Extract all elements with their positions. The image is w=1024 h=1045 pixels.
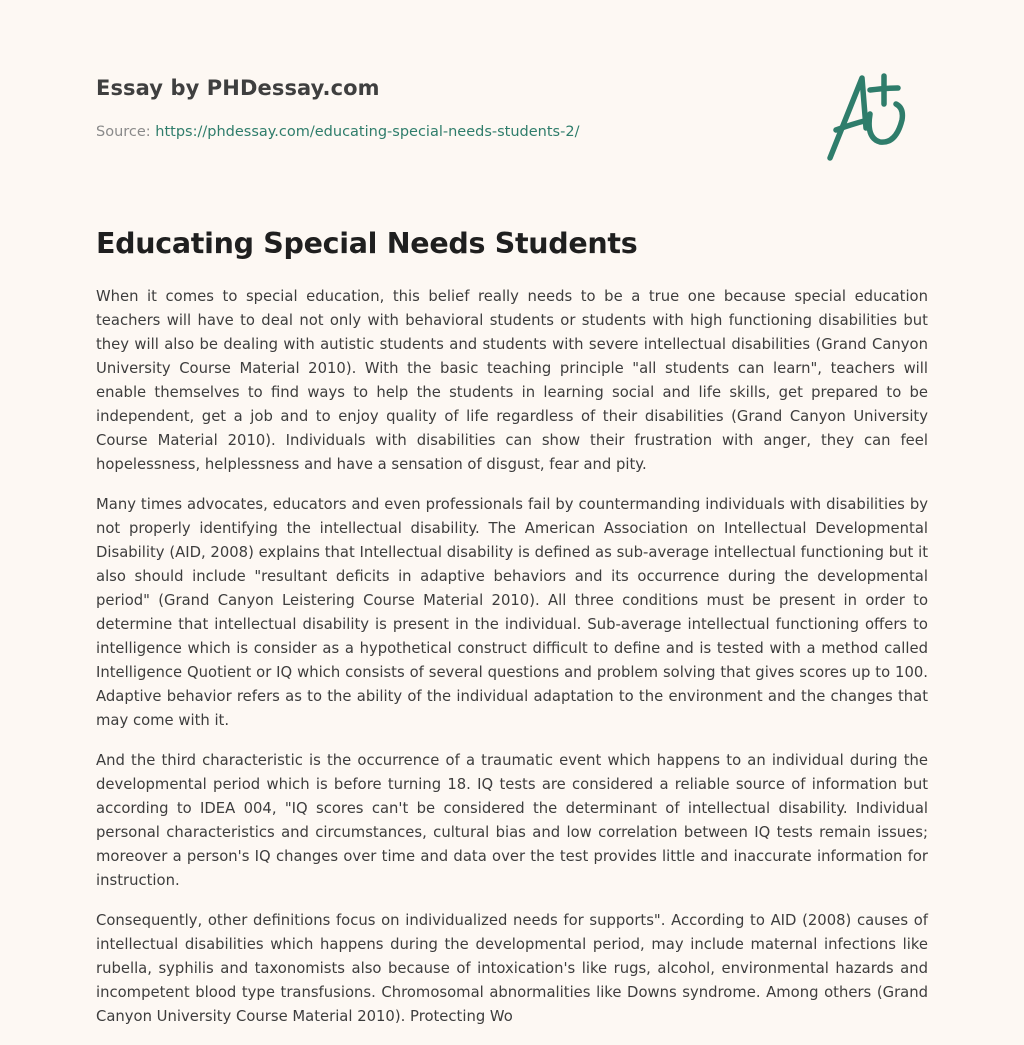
source-line — [96, 124, 579, 140]
essay-paragraph: When it comes to special education, this belief really needs to be a true one because special education teachers will have to deal not only with behavioral students or students with high functioning disabilities but they will also be dealing with autistic students and students with severe intellectual disabilities (Grand Canyon University Course Material 2010). With the basic teaching principle "all students can learn", teachers will enable themselves to find ways to help the students in learning social and life skills, get prepared to be independent, get a job and to enjoy quality of life regardless of their disabilities (Grand Canyon University Course Material 2010). Individuals with disabilities can show their frustration with anger, they can feel hopelessness, helplessness and have a sensation of disgust, fear and pity. — [96, 288, 928, 473]
essay-paragraph: And the third characteristic is the occurrence of a traumatic event which happens to an individual during the developmental period which is before turning 18. IQ tests are considered a reliable source of information but according to IDEA 004, "IQ scores can't be considered the determinant of intellectual disability. Individual personal characteristics and circumstances, cultural bias and low correlation between IQ tests remain issues; moreover a person's IQ changes over time and data over the test provides little and inaccurate information for instruction. — [96, 752, 928, 889]
site-title: Essay by PHDessay.com — [96, 76, 380, 100]
essay-body — [96, 285, 928, 1045]
essay-title: Educating Special Needs Students — [96, 227, 638, 260]
essay-paragraph: Consequently, other definitions focus on individualized needs for supports". According to AID (2008) causes of intellectual disabilities which happens during the developmental period, may include maternal infections like rubella, syphilis and taxonomists also because of intoxication's like rugs, alcohol, environmental hazards and incompetent blood type transfusions. Chromosomal abnormalities like Downs syndrome. Among others (Grand Canyon University Course Material 2010). Protecting Wo — [96, 912, 928, 1025]
a-plus-grade-icon — [822, 68, 926, 164]
essay-paragraph: Many times advocates, educators and even professionals fail by countermanding individuals with disabilities by not properly identifying the intellectual disability. The American Association on Intellectual Developmental Disability (AID, 2008) explains that Intellectual disability is defined as sub-average intellectual functioning but it also should include "resultant deficits in adaptive behaviors and its occurrence during the developmental period" (Grand Canyon Leistering Course Material 2010). All three conditions must be present in order to determine that intellectual disability is present in the individual. Sub-average intellectual functioning offers to intelligence which is consider as a hypothetical construct difficult to define and is tested with a method called Intelligence Quotient or IQ which consists of several questions and problem solving that gives scores up to 100. Adaptive behavior refers as to the ability of the individual adaptation to the environment and the changes that may come with it. — [96, 496, 928, 729]
source-label: Source: — [96, 124, 156, 140]
source-link[interactable]: https://phdessay.com/educating-special-needs-students-2/ — [155, 124, 580, 140]
